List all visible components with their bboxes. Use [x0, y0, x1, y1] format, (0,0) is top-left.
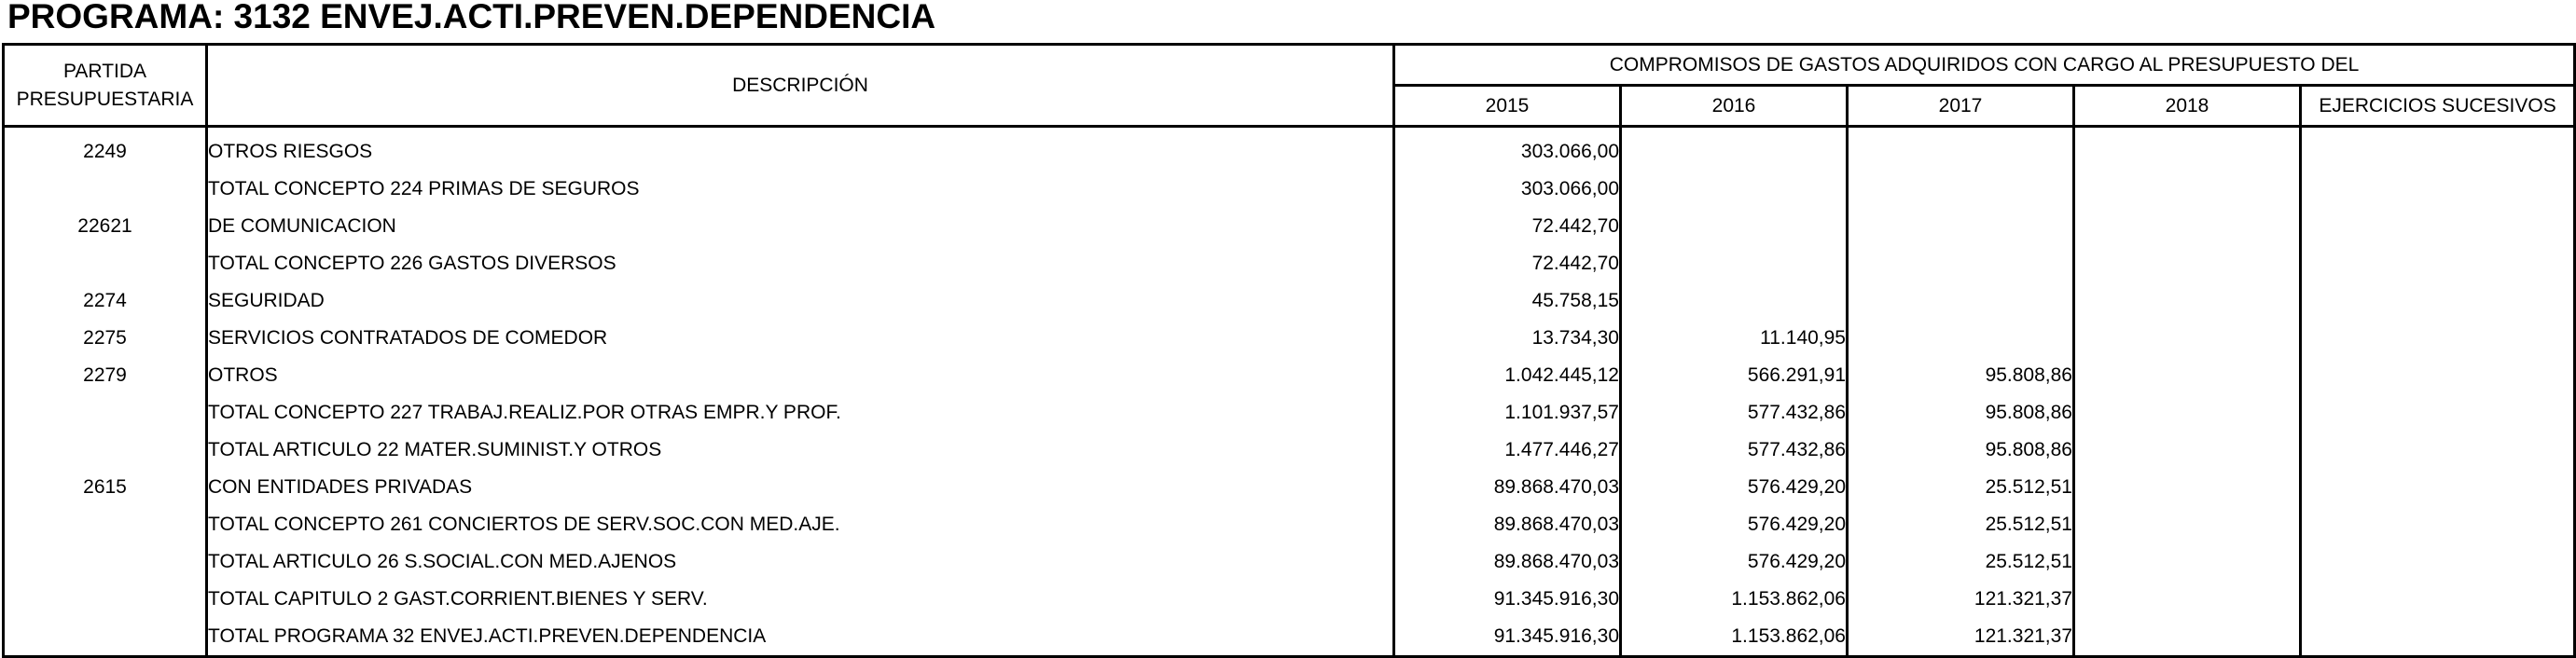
cell-sucesivos: [2301, 543, 2575, 581]
table-body: [4, 127, 2575, 657]
header-year-2016: 2016: [1621, 86, 1848, 127]
cell-2018: [2074, 581, 2301, 618]
cell-2016: 1.153.862,06: [1621, 618, 1848, 657]
cell-2017: 121.321,37: [1848, 618, 2074, 657]
header-partida-line1: PARTIDA: [62, 60, 147, 82]
cell-partida: [4, 394, 207, 432]
table-row: [4, 432, 2575, 469]
cell-2017: [1848, 320, 2074, 357]
cell-2017: 25.512,51: [1848, 469, 2074, 506]
cell-sucesivos: [2301, 320, 2575, 357]
table-row: [4, 127, 2575, 171]
table-row: [4, 618, 2575, 657]
header-compromisos: COMPROMISOS DE GASTOS ADQUIRIDOS CON CARGO AL PRESUPUESTO DEL: [1394, 45, 2575, 86]
cell-2016: 576.429,20: [1621, 506, 1848, 543]
cell-2017: [1848, 127, 2074, 171]
cell-2018: [2074, 171, 2301, 208]
cell-descripcion: SEGURIDAD: [207, 282, 1394, 320]
cell-partida: [4, 245, 207, 282]
cell-descripcion: TOTAL CONCEPTO 261 CONCIERTOS DE SERV.SOC.CON MED.AJE.: [207, 506, 1394, 543]
cell-descripcion: OTROS: [207, 357, 1394, 394]
cell-2016: [1621, 208, 1848, 245]
cell-sucesivos: [2301, 394, 2575, 432]
cell-descripcion: DE COMUNICACION: [207, 208, 1394, 245]
cell-2016: 576.429,20: [1621, 543, 1848, 581]
cell-2016: 566.291,91: [1621, 357, 1848, 394]
cell-partida: [4, 618, 207, 657]
cell-sucesivos: [2301, 357, 2575, 394]
cell-2016: 576.429,20: [1621, 469, 1848, 506]
cell-sucesivos: [2301, 208, 2575, 245]
cell-partida: 2279: [4, 357, 207, 394]
cell-2018: [2074, 208, 2301, 245]
header-year-2017: 2017: [1848, 86, 2074, 127]
table-row: [4, 282, 2575, 320]
cell-2017: 95.808,86: [1848, 357, 2074, 394]
cell-descripcion: OTROS RIESGOS: [207, 127, 1394, 171]
cell-2015: 91.345.916,30: [1394, 618, 1621, 657]
cell-descripcion: TOTAL ARTICULO 22 MATER.SUMINIST.Y OTROS: [207, 432, 1394, 469]
cell-sucesivos: [2301, 506, 2575, 543]
cell-descripcion: TOTAL ARTICULO 26 S.SOCIAL.CON MED.AJENOS: [207, 543, 1394, 581]
table-row: [4, 581, 2575, 618]
cell-2018: [2074, 245, 2301, 282]
cell-sucesivos: [2301, 432, 2575, 469]
cell-2018: [2074, 469, 2301, 506]
cell-partida: 2274: [4, 282, 207, 320]
cell-2015: 45.758,15: [1394, 282, 1621, 320]
cell-2018: [2074, 506, 2301, 543]
table-row: [4, 394, 2575, 432]
cell-2018: [2074, 394, 2301, 432]
cell-descripcion: SERVICIOS CONTRATADOS DE COMEDOR: [207, 320, 1394, 357]
cell-2018: [2074, 127, 2301, 171]
cell-2017: 121.321,37: [1848, 581, 2074, 618]
cell-2015: 13.734,30: [1394, 320, 1621, 357]
table-row: [4, 208, 2575, 245]
cell-2017: 25.512,51: [1848, 543, 2074, 581]
cell-sucesivos: [2301, 245, 2575, 282]
page-title: PROGRAMA: 3132 ENVEJ.ACTI.PREVEN.DEPENDENCIA: [7, 0, 936, 35]
cell-2016: 11.140,95: [1621, 320, 1848, 357]
cell-descripcion: CON ENTIDADES PRIVADAS: [207, 469, 1394, 506]
cell-2015: 1.477.446,27: [1394, 432, 1621, 469]
cell-2018: [2074, 432, 2301, 469]
cell-2017: [1848, 171, 2074, 208]
cell-2017: [1848, 282, 2074, 320]
cell-partida: [4, 432, 207, 469]
cell-partida: [4, 506, 207, 543]
cell-2015: 72.442,70: [1394, 208, 1621, 245]
cell-2015: 72.442,70: [1394, 245, 1621, 282]
cell-2017: 95.808,86: [1848, 432, 2074, 469]
cell-2016: [1621, 127, 1848, 171]
cell-2017: 95.808,86: [1848, 394, 2074, 432]
cell-2015: 89.868.470,03: [1394, 543, 1621, 581]
cell-2015: 89.868.470,03: [1394, 506, 1621, 543]
cell-2015: 89.868.470,03: [1394, 469, 1621, 506]
cell-2018: [2074, 618, 2301, 657]
cell-descripcion: TOTAL PROGRAMA 32 ENVEJ.ACTI.PREVEN.DEPENDENCIA: [207, 618, 1394, 657]
cell-2016: [1621, 171, 1848, 208]
cell-partida: [4, 543, 207, 581]
table-row: [4, 245, 2575, 282]
cell-sucesivos: [2301, 282, 2575, 320]
header-ejercicios-sucesivos: EJERCICIOS SUCESIVOS: [2301, 86, 2575, 127]
table-row: [4, 469, 2575, 506]
cell-descripcion: TOTAL CONCEPTO 227 TRABAJ.REALIZ.POR OTRAS EMPR.Y PROF.: [207, 394, 1394, 432]
header-partida-line2: PRESUPUESTARIA: [16, 88, 194, 110]
cell-2018: [2074, 282, 2301, 320]
cell-descripcion: TOTAL CONCEPTO 224 PRIMAS DE SEGUROS: [207, 171, 1394, 208]
cell-2015: 303.066,00: [1394, 171, 1621, 208]
cell-2018: [2074, 320, 2301, 357]
table-row: [4, 506, 2575, 543]
cell-2016: [1621, 245, 1848, 282]
cell-2015: 1.101.937,57: [1394, 394, 1621, 432]
cell-sucesivos: [2301, 618, 2575, 657]
cell-2016: 1.153.862,06: [1621, 581, 1848, 618]
cell-partida: [4, 581, 207, 618]
table-row: [4, 320, 2575, 357]
cell-sucesivos: [2301, 127, 2575, 171]
cell-partida: [4, 171, 207, 208]
cell-sucesivos: [2301, 469, 2575, 506]
cell-2018: [2074, 357, 2301, 394]
cell-partida: 22621: [4, 208, 207, 245]
header-partida: [4, 45, 207, 127]
cell-2016: [1621, 282, 1848, 320]
cell-2017: [1848, 245, 2074, 282]
table-row: [4, 543, 2575, 581]
cell-2015: 1.042.445,12: [1394, 357, 1621, 394]
cell-descripcion: TOTAL CAPITULO 2 GAST.CORRIENT.BIENES Y SERV.: [207, 581, 1394, 618]
cell-2016: 577.432,86: [1621, 432, 1848, 469]
table-row: [4, 171, 2575, 208]
table-row: [4, 357, 2575, 394]
header-year-2015: 2015: [1394, 86, 1621, 127]
header-descripcion: DESCRIPCIÓN: [207, 45, 1394, 127]
cell-sucesivos: [2301, 171, 2575, 208]
cell-2017: 25.512,51: [1848, 506, 2074, 543]
cell-sucesivos: [2301, 581, 2575, 618]
cell-2016: 577.432,86: [1621, 394, 1848, 432]
cell-2015: 303.066,00: [1394, 127, 1621, 171]
cell-partida: 2615: [4, 469, 207, 506]
cell-descripcion: TOTAL CONCEPTO 226 GASTOS DIVERSOS: [207, 245, 1394, 282]
cell-2018: [2074, 543, 2301, 581]
cell-partida: 2275: [4, 320, 207, 357]
header-year-2018: 2018: [2074, 86, 2301, 127]
cell-partida: 2249: [4, 127, 207, 171]
cell-2015: 91.345.916,30: [1394, 581, 1621, 618]
commitments-table: [2, 43, 2576, 658]
cell-2017: [1848, 208, 2074, 245]
